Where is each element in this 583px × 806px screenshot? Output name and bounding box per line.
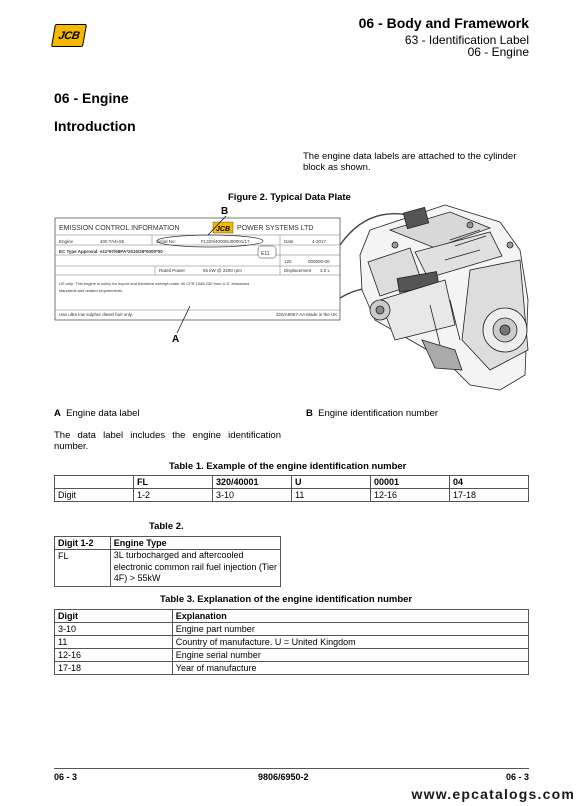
plate-engine-label: Engine: [59, 239, 74, 244]
plate-serial-label: Serial No:: [156, 239, 176, 244]
footer-page-right: 06 - 3: [505, 772, 529, 782]
engine-illustration: [360, 205, 528, 390]
table3: [54, 609, 529, 675]
table3-caption: Table 3. Explanation of the engine identification number: [160, 594, 413, 605]
topic-title: 06 - Engine: [467, 45, 529, 59]
table3-row: [55, 636, 529, 649]
table2-cell: 3L turbocharged and aftercooled electronic common rail fuel injection (Tier 4F) > 55kW: [110, 550, 280, 587]
table3-cell: Engine part number: [172, 623, 528, 636]
page-title: 06 - Engine: [54, 90, 129, 106]
intro-text: The engine data labels are attached to the cylinder block as shown.: [303, 151, 517, 173]
table3-cell: Engine serial number: [172, 649, 528, 662]
plate-notice-1: US only: This engine is solely for export and therefore exempt under 40 CFR 1068.230 from U.S. emissions: [59, 281, 250, 286]
table3-row: [55, 623, 529, 636]
table2-header-row: [55, 537, 281, 550]
plate-engine-value: 400 TA4i-55: [100, 239, 125, 244]
watermark: www.epcatalogs.com: [411, 786, 575, 802]
engine-data-label: [55, 218, 340, 320]
plate-date-value: 4-2017: [312, 239, 327, 244]
table2-header: Digit 1-2: [55, 537, 111, 550]
plate-fuel-note: Use ultra low sulphur diesel fuel only.: [59, 312, 133, 317]
table1-caption: Table 1. Example of the engine identification number: [169, 461, 407, 472]
intro-heading: Introduction: [54, 118, 136, 134]
table3-cell: 3-10: [55, 623, 173, 636]
table3-cell: Country of manufacture. U = United Kingdom: [172, 636, 528, 649]
callout-b: B: [221, 206, 229, 217]
legend-a-key: A: [54, 408, 61, 419]
plate-date-label: Date: [284, 239, 294, 244]
section-title: 06 - Body and Framework: [358, 15, 529, 31]
plate-mark-num: 000000-00: [308, 259, 330, 264]
table1-cell: 1-2: [134, 489, 213, 502]
data-plate-figure: [50, 200, 535, 400]
plate-made-in: 320/A8957-AA Made in the UK: [276, 312, 338, 317]
subsection-title: 63 - Identification Label: [404, 33, 529, 47]
table2-row: [55, 550, 281, 587]
plate-disp-value: 3.0 L: [320, 268, 331, 273]
table2-header: Engine Type: [110, 537, 280, 550]
plate-brand-suffix: POWER SYSTEMS LTD: [237, 225, 314, 232]
table3-cell: Year of manufacture: [172, 662, 528, 675]
table2-cell: FL: [55, 550, 111, 587]
table1-cell: 17-18: [450, 489, 529, 502]
data-label-text: The data label includes the engine identification number.: [54, 430, 281, 452]
plate-serial-value: FL320/40000U00001/17: [201, 239, 250, 244]
plate-mark-code: 120: [284, 259, 292, 264]
legend-b-key: B: [306, 408, 313, 419]
table3-cell: 12-16: [55, 649, 173, 662]
footer-page-left: 06 - 3: [54, 772, 78, 782]
table1-cell: 12-16: [371, 489, 450, 502]
callout-a: A: [172, 334, 180, 345]
table1-cell: Digit: [55, 489, 134, 502]
plate-title: EMISSION CONTROL INFORMATION: [59, 225, 180, 232]
table3-header: Explanation: [172, 610, 528, 623]
table2-caption: Table 2.: [149, 521, 184, 532]
legend-a-text: Engine data label: [66, 408, 140, 419]
table1-cell: 04: [450, 476, 529, 489]
legend-a: [54, 408, 140, 419]
table1-row: [55, 489, 529, 502]
table1-cell: 00001: [371, 476, 450, 489]
plate-mark: E11: [261, 251, 270, 257]
table1-row: [55, 476, 529, 489]
table3-row: [55, 649, 529, 662]
plate-disp-label: Displacement: [284, 268, 312, 273]
plate-power-value: 55 kW @ 2200 rpm: [203, 268, 242, 273]
table1-cell: 11: [292, 489, 371, 502]
table2: [54, 536, 281, 587]
legend-b: [306, 408, 438, 419]
table1-cell: 320/40001: [213, 476, 292, 489]
jcb-logo: [51, 24, 87, 47]
footer-doc-number: 9806/6950-2: [258, 772, 309, 782]
table1-cell: 3-10: [213, 489, 292, 502]
plate-notice-2: standards and related requirements.: [59, 288, 124, 293]
table1: [54, 475, 529, 502]
plate-power-label: Rated Power: [159, 268, 186, 273]
logo-text: JCB: [57, 29, 81, 42]
table3-cell: 17-18: [55, 662, 173, 675]
table3-header-row: [55, 610, 529, 623]
table3-row: [55, 662, 529, 675]
table1-cell: U: [292, 476, 371, 489]
plate-brand: JCB: [216, 226, 231, 233]
legend-b-text: Engine identification number: [318, 408, 439, 419]
table3-cell: 11: [55, 636, 173, 649]
table3-header: Digit: [55, 610, 173, 623]
footer-divider: [54, 768, 529, 769]
table1-cell: [55, 476, 134, 489]
table1-cell: FL: [134, 476, 213, 489]
plate-approval: EC Type Approval: e11*97/68PA*2010/26*0000*00: [59, 249, 163, 254]
figure-caption: Figure 2. Typical Data Plate: [228, 192, 351, 203]
